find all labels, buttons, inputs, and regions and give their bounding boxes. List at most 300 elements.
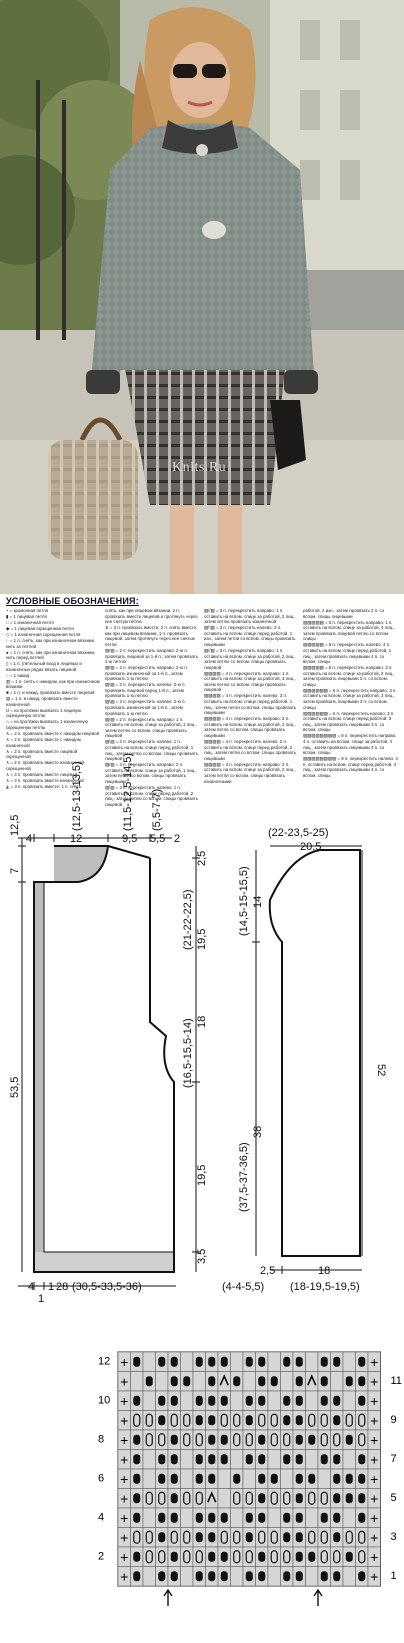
knit-stitch-symbol: [358, 1396, 365, 1406]
knit-stitch-symbol: [321, 1571, 328, 1581]
chart-cell: [193, 1430, 206, 1450]
chart-cell: [268, 1430, 281, 1450]
knit-stitch-symbol: [133, 1571, 140, 1581]
sleeve-piece: [222, 827, 387, 1293]
chart-cell: [331, 1547, 344, 1567]
legend-entry: ▨▨▨▨▨ = 5 п. перекрестить налево: 4 п. оставить на вспом. спице перед работой, 1 лиц., затем провязать лицевыми 4 п. со вспом. спицы: [303, 642, 392, 665]
chart-cell: [181, 1450, 194, 1470]
edge-stitch-symbol: +: [120, 1431, 129, 1448]
knit-stitch-symbol: [258, 1435, 265, 1445]
knit-stitch-symbol: [208, 1415, 215, 1425]
knit-stitch-symbol: [358, 1474, 365, 1484]
legend-entry: U = из протяжки вывязать 1 лицевую скрещенную петлю: [6, 707, 82, 719]
knit-stitch-symbol: [246, 1454, 253, 1464]
legend-entry: ▨▨▨▨▨▨▨▨ = 8 п. перекрестить налево: 4 п. оставить на вспом. спице перед работой, 4 лиц., затем провязать лицевыми 4 п. со вспом. спицы: [303, 756, 398, 778]
chart-cell: [343, 1528, 356, 1548]
model-photo: [0, 0, 404, 594]
knit-stitch-symbol: [308, 1474, 315, 1484]
knit-stitch-symbol: [271, 1474, 278, 1484]
front-top-sizes-left: (12,5-13-13,5): [71, 761, 83, 831]
knit-stitch-symbol: [158, 1396, 165, 1406]
chart-cell: [218, 1411, 231, 1431]
chart-cell: [231, 1508, 244, 1528]
front-bottom-sizes: (30,5-33,5-36): [72, 1281, 142, 1293]
legend-entry: ▨▨▨▨ = 4 п. перекрестить направо: 2 п. оставить на вспом. спице за работой, 2 лиц., затем петли со вспом. спицы провязать лицевыми: [204, 716, 296, 739]
chart-cell: [143, 1528, 156, 1548]
chart-cell: [268, 1391, 281, 1411]
knit-stitch-symbol: [246, 1415, 253, 1425]
chart-cell: [343, 1508, 356, 1528]
edge-stitch-symbol: +: [370, 1529, 379, 1546]
knit-stitch-symbol: [333, 1454, 340, 1464]
front-bottom-1b: 1: [48, 1281, 55, 1293]
chart-cell: [231, 1489, 244, 1509]
knit-stitch-symbol: [296, 1493, 303, 1503]
knit-stitch-symbol: [196, 1396, 203, 1406]
legend-entry: ▮ = 1 лицевая петля: [6, 613, 47, 619]
edge-stitch-symbol: +: [370, 1373, 379, 1390]
front-top-12: 12: [70, 833, 83, 845]
legend-entry: ▨\▨ = 2 п. перекрестить налево: 2-ю п. провязать лицевой перед 1-й п., затем провязать 1-ю петлю: [105, 682, 186, 699]
knit-stitch-symbol: [196, 1454, 203, 1464]
knit-stitch-symbol: [133, 1435, 140, 1445]
chart-cell: [143, 1547, 156, 1567]
chart-cell: [156, 1489, 169, 1509]
chart-row-number-left: 8: [98, 1433, 105, 1446]
knit-stitch-symbol: [158, 1415, 165, 1425]
edge-stitch-symbol: +: [370, 1490, 379, 1507]
knit-stitch-symbol: [346, 1376, 353, 1386]
knit-stitch-symbol: [296, 1415, 303, 1425]
knit-stitch-symbol: [258, 1454, 265, 1464]
chart-cell: [281, 1469, 294, 1489]
chart-cell: [268, 1411, 281, 1431]
legend-entry: ▨▨▨▨▨▨ = 6 п. перекрестить налево: 3 п. оставить на вспом. спице перед работой, 3 лиц., затем провязать лицевыми 3 п. со вспом. спицы: [303, 710, 395, 733]
sleeve-top-sizes: (22-23,5-25): [268, 827, 329, 839]
edge-stitch-symbol: +: [120, 1490, 129, 1507]
knit-stitch-symbol: [196, 1513, 203, 1523]
knit-stitch-symbol: [271, 1376, 278, 1386]
chart-cell: [306, 1528, 319, 1548]
chart-cell: [143, 1391, 156, 1411]
chart-cell: [256, 1528, 269, 1548]
edge-stitch-symbol: +: [120, 1392, 129, 1409]
front-right-3-5: 3,5: [196, 1248, 208, 1264]
legend-entry: ▯ = 1 п. (петельный вход в лицевых и изнаночных рядах вязать лицевой: [6, 661, 82, 672]
knit-stitch-symbol: [208, 1513, 215, 1523]
knit-stitch-symbol: [171, 1474, 178, 1484]
legend-entry: ∩ = из протяжки вывязать 1 изнаночную скрещенную петлю: [6, 719, 88, 730]
chart-cell: [218, 1469, 231, 1489]
knit-stitch-symbol: [196, 1474, 203, 1484]
edge-stitch-symbol: +: [120, 1529, 129, 1546]
knit-stitch-symbol: [133, 1493, 140, 1503]
knit-stitch-symbol: [258, 1513, 265, 1523]
legend-entry: ○ = 1 накид: [6, 672, 30, 678]
front-right-18: 18: [196, 1015, 208, 1028]
chart-cell: [231, 1547, 244, 1567]
chart-row-number-right: 1: [390, 1570, 397, 1583]
knit-stitch-symbol: [246, 1571, 253, 1581]
edge-stitch-symbol: +: [120, 1568, 129, 1585]
knit-stitch-symbol: [296, 1571, 303, 1581]
front-top-4: 4: [26, 833, 33, 845]
legend-column-3: [204, 608, 299, 784]
sleeve-bottom-18: 18: [318, 1265, 331, 1277]
watermark-text: Knits.Ru: [172, 460, 227, 475]
legend-entry: ∧ = 3 п. провязать вместе изнаночной: [6, 777, 84, 783]
chart-cell: [131, 1372, 144, 1392]
knit-stitch-symbol: [208, 1376, 215, 1386]
knit-stitch-symbol: [196, 1571, 203, 1581]
legend-entry: ∧ = 3 п. провязать вместе лицевой: [6, 771, 78, 777]
legend-entry: снять, как при лицевом вязании, 2 п. провязать вместе лицевой и протянуть через нее снятую петлю: [105, 608, 198, 625]
stitch-chart: [86, 1346, 404, 1638]
knit-stitch-symbol: [258, 1493, 265, 1503]
legend-entry: ▨\\▨ = 3 п. перекрестить налево: 2 п. оставить на вспом. спице перед работой, 1 изн., затем петли со вспом. спицы провязать лицевыми: [204, 625, 296, 647]
edge-stitch-symbol: +: [370, 1548, 379, 1565]
chart-cell: [343, 1391, 356, 1411]
edge-stitch-symbol: +: [120, 1470, 129, 1487]
front-top-sizes-mid: (11,5-12,5-14,5): [122, 752, 134, 831]
knit-stitch-symbol: [133, 1357, 140, 1367]
edge-stitch-symbol: +: [120, 1451, 129, 1468]
knit-stitch-symbol: [308, 1435, 315, 1445]
knit-stitch-symbol: [296, 1513, 303, 1523]
knit-stitch-symbol: [358, 1571, 365, 1581]
chart-cell: [143, 1411, 156, 1431]
chart-cell: [156, 1430, 169, 1450]
knit-stitch-symbol: [246, 1513, 253, 1523]
edge-stitch-symbol: +: [120, 1353, 129, 1370]
chart-cell: [243, 1430, 256, 1450]
legend-entry: ▨//▨ = 3 п. перекрестить направо: 1 п. оставить на вспом. спице за работой, 2 лиц., затем петлю провязать изнаночной: [204, 608, 296, 625]
chart-cell: [231, 1352, 244, 1372]
knit-stitch-symbol: [258, 1357, 265, 1367]
legend-title: УСЛОВНЫЕ ОБОЗНАЧЕНИЯ:: [6, 596, 139, 606]
chart-cell: [143, 1489, 156, 1509]
edge-stitch-symbol: +: [370, 1509, 379, 1526]
knit-stitch-symbol: [283, 1396, 290, 1406]
chart-cell: [318, 1430, 331, 1450]
knit-stitch-symbol: [296, 1396, 303, 1406]
knit-stitch-symbol: [158, 1357, 165, 1367]
edge-stitch-symbol: +: [120, 1373, 129, 1390]
knit-stitch-symbol: [321, 1396, 328, 1406]
chart-cell: [281, 1372, 294, 1392]
chart-cell: [231, 1567, 244, 1587]
knit-stitch-symbol: [171, 1454, 178, 1464]
legend-entry: ▥ = 1 п. снять с накидом, как при изнаночном вязании: [6, 678, 100, 690]
knit-stitch-symbol: [146, 1376, 153, 1386]
knit-stitch-symbol: [233, 1376, 240, 1386]
chart-cell: [231, 1411, 244, 1431]
knit-stitch-symbol: [133, 1552, 140, 1562]
knit-stitch-symbol: [321, 1454, 328, 1464]
edge-stitch-symbol: +: [370, 1353, 379, 1370]
chart-cell: [281, 1430, 294, 1450]
sleeve-left-sizes-bottom: (37,5-37-36,5): [238, 1142, 250, 1212]
knit-stitch-symbol: [333, 1571, 340, 1581]
knit-stitch-symbol: [196, 1415, 203, 1425]
knit-stitch-symbol: [333, 1513, 340, 1523]
chart-cell: [268, 1567, 281, 1587]
knit-stitch-symbol: [171, 1571, 178, 1581]
chart-cell: [306, 1391, 319, 1411]
legend-entry: ■ = 1 п. и накид, провязать вместе лицевой: [6, 690, 95, 696]
chart-cell: [318, 1528, 331, 1548]
knit-stitch-symbol: [221, 1357, 228, 1367]
chart-cell: [343, 1450, 356, 1470]
front-left-53-5: 53,5: [9, 1076, 21, 1098]
chart-cell: [356, 1547, 369, 1567]
knit-stitch-symbol: [171, 1376, 178, 1386]
legend-entry: работой, 2 изн., затем провязать 2 п. со вспом. спицы лицевыми: [303, 608, 385, 619]
front-left-12-5: 12,5: [9, 814, 21, 836]
legend-entry: ⋔ = 3 п. провязать вместе: 2 п. снять вместе, как при лицевом вязании, 1 п. провязать лицевой, затем протянуть через нее снятые петли: [105, 625, 198, 647]
knit-stitch-symbol: [358, 1493, 365, 1503]
knit-stitch-symbol: [283, 1571, 290, 1581]
chart-cell: [131, 1411, 144, 1431]
knit-stitch-symbol: [346, 1435, 353, 1445]
knit-stitch-symbol: [296, 1532, 303, 1542]
chart-cell: [268, 1450, 281, 1470]
chart-cell: [181, 1567, 194, 1587]
chart-cell: [243, 1372, 256, 1392]
knit-stitch-symbol: [333, 1396, 340, 1406]
legend-entry: ● = 1 п. снять, как при изнаночном вязании, нить перед петлей: [6, 649, 96, 661]
chart-cell: [331, 1372, 344, 1392]
legend-entry: ◇ = 1 изнаночная скрещенная петля: [6, 631, 81, 637]
knit-stitch-symbol: [258, 1396, 265, 1406]
legend-entry: ▨/▨ = 2 п. перекрестить направо: 2-ю п. провязать изнаночной за 1-й п., затем провязать 1-ю петлю: [105, 665, 188, 682]
knit-stitch-symbol: [208, 1357, 215, 1367]
chart-cell: [343, 1352, 356, 1372]
knit-stitch-symbol: [133, 1454, 140, 1464]
legend-entry: ∧ = 2 п. провязать вместе лицевой скрещенной: [6, 748, 78, 760]
front-left-7: 7: [9, 867, 21, 874]
front-right-19-5b: 19,5: [196, 1164, 208, 1186]
sleeve-bottom-2-5: 2,5: [260, 1265, 276, 1277]
chart-row-number-right: 5: [390, 1492, 397, 1505]
front-right-sizes-top: (21-22-22,5): [182, 889, 194, 950]
legend-column-1: [6, 608, 101, 789]
knit-stitch-symbol: [171, 1396, 178, 1406]
front-right-2-5: 2,5: [196, 850, 208, 866]
knit-stitch-symbol: [258, 1571, 265, 1581]
front-top-sizes-right: (5,5-7-7): [151, 788, 163, 831]
chart-cell: [143, 1469, 156, 1489]
chart-cell: [218, 1489, 231, 1509]
chart-cell: [256, 1411, 269, 1431]
front-right-19-5: 19,5: [196, 928, 208, 950]
sleeve-left-38: 38: [252, 1125, 264, 1138]
knit-stitch-symbol: [296, 1357, 303, 1367]
chart-cell: [143, 1352, 156, 1372]
knit-stitch-symbol: [283, 1357, 290, 1367]
chart-cell: [343, 1567, 356, 1587]
chart-cell: [193, 1372, 206, 1392]
knit-stitch-symbol: [358, 1357, 365, 1367]
knit-stitch-symbol: [208, 1532, 215, 1542]
knit-stitch-symbol: [283, 1415, 290, 1425]
chart-cell: [181, 1391, 194, 1411]
knit-stitch-symbol: [358, 1376, 365, 1386]
chart-cell: [156, 1547, 169, 1567]
knit-stitch-symbol: [321, 1357, 328, 1367]
knit-stitch-symbol: [208, 1454, 215, 1464]
chart-cell: [156, 1372, 169, 1392]
knit-stitch-symbol: [208, 1552, 215, 1562]
chart-cell: [168, 1411, 181, 1431]
front-top-9-5: 9,5: [122, 833, 138, 845]
legend-entry: ▨▨▨▨ = 4 п. перекрестить налево: 3 п. оставить на вспом. спице перед работой, 1 лиц., затем петли со вспом. спицы провязать лицевыми: [204, 693, 297, 716]
knit-stitch-symbol: [208, 1571, 215, 1581]
chart-cell: [281, 1547, 294, 1567]
chart-cell: [243, 1489, 256, 1509]
chart-row-number-right: 3: [390, 1531, 397, 1544]
knit-stitch-symbol: [133, 1513, 140, 1523]
knit-stitch-symbol: [171, 1513, 178, 1523]
knit-stitch-symbol: [183, 1376, 190, 1386]
chart-cell: [331, 1430, 344, 1450]
chart-row-number-left: 4: [98, 1511, 105, 1524]
chart-cell: [168, 1528, 181, 1548]
chart-cell: [181, 1352, 194, 1372]
chart-cell: [306, 1508, 319, 1528]
knit-stitch-symbol: [221, 1571, 228, 1581]
chart-row-number-left: 10: [98, 1394, 111, 1407]
chart-cell: [243, 1469, 256, 1489]
chart-cell: [306, 1450, 319, 1470]
edge-stitch-symbol: +: [370, 1392, 379, 1409]
chart-cell: [231, 1430, 244, 1450]
chart-cell: [131, 1528, 144, 1548]
front-top-2: 2: [174, 833, 181, 845]
knit-stitch-symbol: [258, 1474, 265, 1484]
chart-cell: [268, 1489, 281, 1509]
chart-cell: [181, 1430, 194, 1450]
knit-stitch-symbol: [321, 1513, 328, 1523]
knit-stitch-symbol: [221, 1396, 228, 1406]
chart-cell: [181, 1547, 194, 1567]
chart-cell: [268, 1508, 281, 1528]
knit-stitch-symbol: [158, 1513, 165, 1523]
edge-stitch-symbol: +: [370, 1431, 379, 1448]
knit-stitch-symbol: [221, 1454, 228, 1464]
chart-cell: [268, 1528, 281, 1548]
knit-stitch-symbol: [296, 1435, 303, 1445]
sleeve-right-52: 52: [375, 1064, 387, 1077]
sleeve-bottom-sizes-left: (4-4-5,5): [222, 1281, 265, 1293]
knit-stitch-symbol: [283, 1513, 290, 1523]
knit-stitch-symbol: [296, 1454, 303, 1464]
knit-stitch-symbol: [133, 1396, 140, 1406]
knit-stitch-symbol: [358, 1454, 365, 1464]
knit-stitch-symbol: [296, 1474, 303, 1484]
legend-entry: □ = 1 изнаночная петля: [6, 619, 54, 625]
chart-cell: [243, 1547, 256, 1567]
legend-column-4: [303, 608, 398, 778]
knit-stitch-symbol: [296, 1376, 303, 1386]
knit-stitch-symbol: [358, 1513, 365, 1523]
knit-stitch-symbol: [283, 1454, 290, 1464]
chart-cell: [306, 1489, 319, 1509]
legend-entry: ▨/▨ = 2 п. перекрестить направо: 1 п. оставить на вспом. спице за работой, 1 лиц., затем петлю со вспом. спицы провязать лицевой: [105, 716, 197, 739]
chart-cell: [218, 1528, 231, 1548]
sleeve-top-20-5: 20,5: [300, 841, 322, 853]
knit-stitch-symbol: [258, 1552, 265, 1562]
chart-cell: [318, 1489, 331, 1509]
front-bottom-28: 28: [56, 1281, 69, 1293]
chart-cell: [356, 1430, 369, 1450]
knit-stitch-symbol: [333, 1493, 340, 1503]
legend-entry: ∧ = 2 п. провязать вместе изнаночной скрещенной: [6, 760, 84, 771]
chart-cell: [281, 1489, 294, 1509]
knit-stitch-symbol: [333, 1532, 340, 1542]
legend-entry: ○ = 1 п. снять, как при изнаночном вязании, нить за петлей: [6, 637, 96, 649]
chart-row-number-left: 6: [98, 1472, 105, 1485]
knit-stitch-symbol: [221, 1513, 228, 1523]
knit-stitch-symbol: [233, 1474, 240, 1484]
knit-stitch-symbol: [208, 1435, 215, 1445]
knit-stitch-symbol: [308, 1552, 315, 1562]
knit-stitch-symbol: [333, 1474, 340, 1484]
chart-cell: [306, 1567, 319, 1587]
legend-entry: ▨▨▨▨▨▨▨▨ = 8 п. перекрестить направо: 4 п. оставить на вспом. спице за работой, 4 лиц., затем провязать лицевыми 4 п. со вспом. спицы: [303, 733, 397, 756]
legend-entry: ▨\▨ = 2 п. перекрестить налево: 1 п. оставить на вспом. спице перед работой, 1 лиц., затем петлю со вспом. спицы провязать лицевой: [105, 739, 199, 762]
knit-stitch-symbol: [171, 1493, 178, 1503]
legend-entry: ▨/▨ = 2 п. перекрестить направо: 2-ю п. провязать лицевой за 1-й п., затем провязать 1-ю петлю: [105, 647, 198, 665]
chart-cell: [356, 1528, 369, 1548]
chart-cell: [143, 1508, 156, 1528]
edge-stitch-symbol: +: [370, 1451, 379, 1468]
edge-stitch-symbol: +: [120, 1548, 129, 1565]
knit-stitch-symbol: [246, 1532, 253, 1542]
legend-entry: ◭ = 3 п. провязать вместе: 1 п. снять: [6, 783, 82, 789]
edge-stitch-symbol: +: [370, 1568, 379, 1585]
knit-stitch-symbol: [246, 1396, 253, 1406]
chart-cell: [306, 1411, 319, 1431]
legend-entry: ▨▨▨▨ = 4 п. перекрестить направо: 2 п. оставить на вспом. спице за работой, 2 лиц., затем петли со вспом. спицы провязать изнаночными: [204, 761, 296, 784]
knit-stitch-symbol: [196, 1532, 203, 1542]
knit-stitch-symbol: [296, 1552, 303, 1562]
knit-stitch-symbol: [321, 1376, 328, 1386]
chart-cell: [181, 1489, 194, 1509]
repeat-arrow-icon: [314, 1590, 322, 1606]
front-right-sizes-mid: (16,5-15,5-14): [182, 1018, 194, 1088]
knit-stitch-symbol: [221, 1552, 228, 1562]
knit-stitch-symbol: [171, 1357, 178, 1367]
chart-cell: [143, 1567, 156, 1587]
legend-entry: ▨\▨ = 2 п. перекрестить налево: 2-ю п. провязать изнаночной за 1-й п., затем провязать 1-ю петлю: [105, 699, 186, 716]
knit-stitch-symbol: [158, 1571, 165, 1581]
edge-stitch-symbol: +: [120, 1509, 129, 1526]
chart-cell: [318, 1411, 331, 1431]
legend-entry: ▨▨▨▨ = 4 п. перекрестить налево: 2 п. оставить на вспом. спице перед работой, 2 лиц., затем петли со вспом. спицы провязать лицевыми: [204, 739, 297, 761]
chart-cell: [181, 1508, 194, 1528]
stitch-chart-grid: [86, 1346, 404, 1638]
chart-row-number-left: 2: [98, 1550, 105, 1563]
legend-entry: ∧ = 2 п. провязать вместе с накидом изнаночной: [6, 736, 81, 748]
chart-cell: [268, 1547, 281, 1567]
knit-stitch-symbol: [133, 1474, 140, 1484]
legend-entry: ▨▨▨▨▨▨ = 6 п. перекрестить направо: 3 п. оставить на вспом. спице за работой, 3 лиц., затем провязать лицевыми 3 п. со вспом. спицы: [303, 687, 397, 710]
chart-cell: [231, 1391, 244, 1411]
edge-stitch-symbol: +: [370, 1412, 379, 1429]
knit-stitch-symbol: [208, 1396, 215, 1406]
chart-cell: [318, 1469, 331, 1489]
